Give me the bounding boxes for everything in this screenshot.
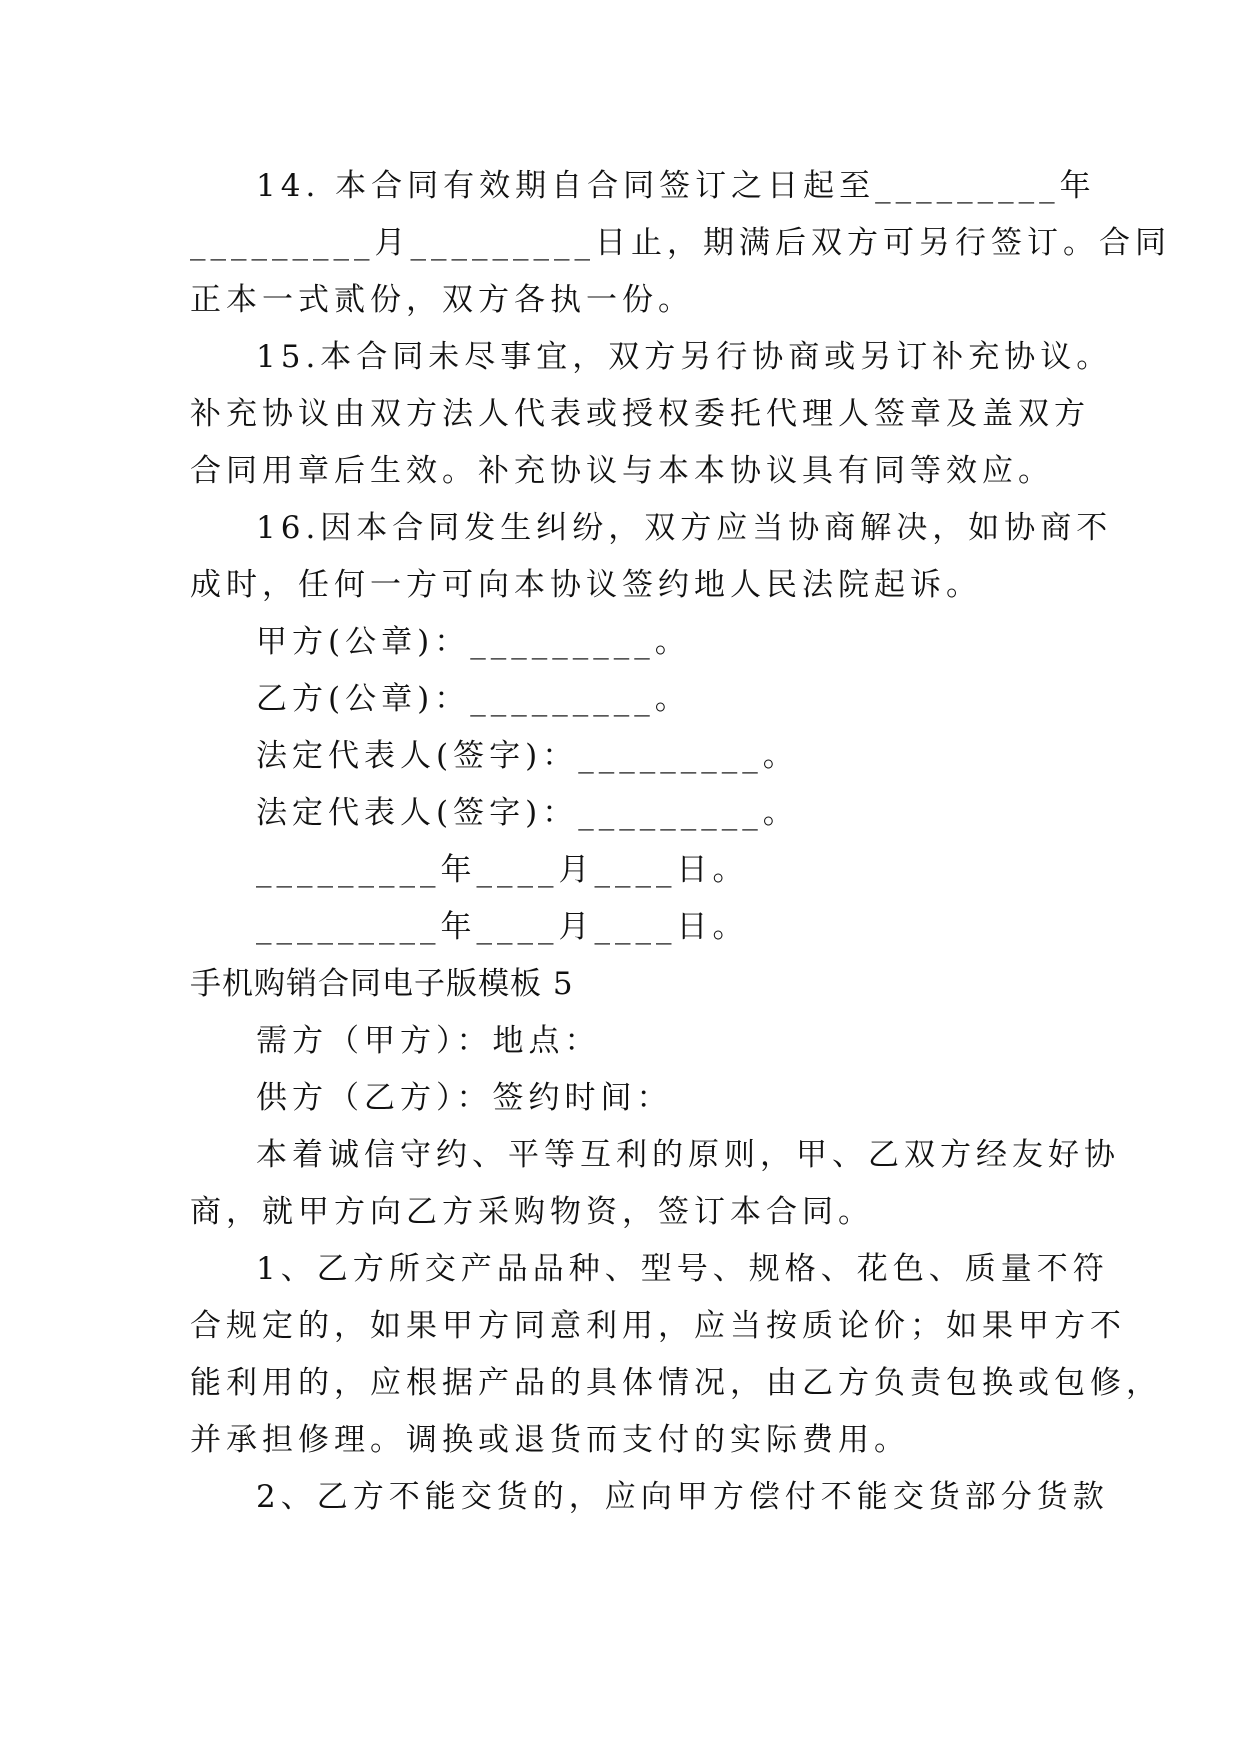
preamble-line-1: 本着诚信守约、平等互利的原则，甲、乙双方经友好协 — [256, 1137, 1120, 1173]
legal-rep-signature-line-2: 法定代表人(签字)：_________。 — [256, 795, 799, 831]
clause-2-line-1: 2、乙方不能交货的，应向甲方偿付不能交货部分货款 — [256, 1479, 1109, 1515]
clause-16-line-2: 成时，任何一方可向本协议签约地人民法院起诉。 — [190, 567, 982, 603]
clause-1-line-4: 并承担修理。调换或退货而支付的实际费用。 — [190, 1422, 910, 1458]
section-title: 手机购销合同电子版模板 5 — [190, 966, 574, 1002]
clause-15-line-1: 15.本合同未尽事宜，双方另行协商或另订补充协议。 — [256, 339, 1113, 375]
clause-1-line-2: 合规定的，如果甲方同意利用，应当按质论价；如果甲方不 — [190, 1308, 1126, 1344]
date-line-2: _________年____月____日。 — [256, 909, 749, 945]
date-line-1: _________年____月____日。 — [256, 852, 749, 888]
supplier-line: 供方（乙方）：签约时间： — [256, 1080, 673, 1116]
legal-rep-signature-line-1: 法定代表人(签字)：_________。 — [256, 738, 799, 774]
clause-1-line-1: 1、乙方所交产品品种、型号、规格、花色、质量不符 — [256, 1251, 1109, 1287]
clause-14-line-2: _________月_________日止，期满后双方可另行签订。合同 — [190, 225, 1171, 261]
clause-14-line-3: 正本一式贰份，双方各执一份。 — [190, 282, 694, 318]
clause-14-line-1: 14. 本合同有效期自合同签订之日起至_________年 — [256, 168, 1096, 204]
buyer-line: 需方（甲方）：地点： — [256, 1023, 601, 1059]
clause-16-line-1: 16.因本合同发生纠纷，双方应当协商解决，如协商不 — [256, 510, 1113, 546]
preamble-line-2: 商，就甲方向乙方采购物资，签订本合同。 — [190, 1194, 874, 1230]
clause-1-line-3: 能利用的，应根据产品的具体情况，由乙方负责包换或包修， — [190, 1365, 1162, 1401]
clause-15-line-3: 合同用章后生效。补充协议与本本协议具有同等效应。 — [190, 453, 1054, 489]
party-b-seal-line: 乙方(公章)：_________。 — [256, 681, 691, 717]
clause-15-line-2: 补充协议由双方法人代表或授权委托代理人签章及盖双方 — [190, 396, 1090, 432]
party-a-seal-line: 甲方(公章)：_________。 — [256, 624, 691, 660]
